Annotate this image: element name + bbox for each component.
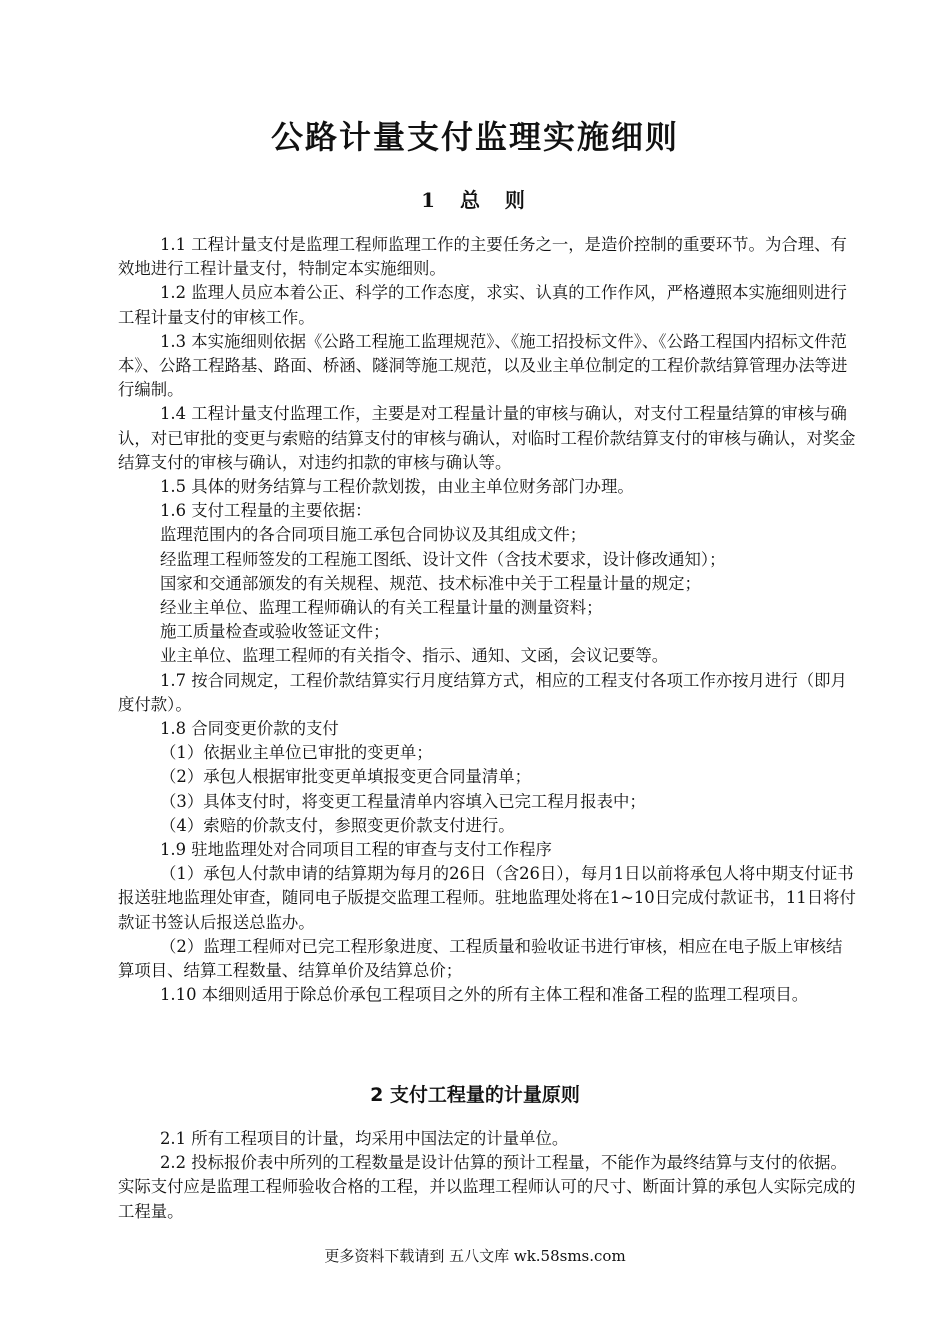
procedure-item-1: （1）承包人付款申请的结算期为每月的26日（含26日），每月1日以前将承包人将中期支付证书报送驻地监理处审查，随同电子版提交监理工程师。驻地监理处将在1~10日完成付款证书，11日将付款证书签认后报送总监办。 <box>118 864 856 932</box>
change-item-2: （2）承包人根据审批变更单填报变更合同量清单； <box>160 767 532 787</box>
basis-item-1: 监理范围内的各合同项目施工承包合同协议及其组成文件； <box>160 525 587 545</box>
basis-item-3: 国家和交通部颁发的有关规程、规范、技术标准中关于工程量计量的规定； <box>160 573 701 593</box>
paragraph-1-3: 1.3 本实施细则依据《公路工程施工监理规范》、《施工招投标文件》、《公路工程国内招标文件范本》、公路工程路基、路面、桥涵、隧洞等施工规范，以及业主单位制定的工程价款结算管理办法等进行编制。 <box>118 331 848 400</box>
paragraph-1-10: 1.10 本细则适用于除总价承包工程项目之外的所有主体工程和准备工程的监理工程项目。 <box>160 985 809 1005</box>
paragraph-1-1: 1.1 工程计量支付是监理工程师监理工作的主要任务之一，是造价控制的重要环节。为合理、有效地进行工程计量支付，特制定本实施细则。 <box>118 235 847 279</box>
basis-item-5: 施工质量检查或验收签证文件； <box>160 622 390 642</box>
change-item-1: （1）依据业主单位已审批的变更单； <box>160 743 433 763</box>
paragraph-2-1: 2.1 所有工程项目的计量，均采用中国法定的计量单位。 <box>160 1129 569 1148</box>
section-2-heading: 2 支付工程量的计量原则 <box>370 1084 580 1106</box>
paragraph-1-5: 1.5 具体的财务结算与工程价款划拨，由业主单位财务部门办理。 <box>160 477 634 497</box>
basis-item-6: 业主单位、监理工程师的有关指令、指示、通知、文函，会议记要等。 <box>160 646 669 666</box>
paragraph-1-8: 1.8 合同变更价款的支付 <box>160 719 339 739</box>
paragraph-1-9: 1.9 驻地监理处对合同项目工程的审查与支付工作程序 <box>160 840 552 860</box>
section-1-body <box>118 233 858 1008</box>
procedure-item-2: （2）监理工程师对已完工程形象进度、工程质量和验收证书进行审核，相应在电子版上审核结算项目、结算工程数量、结算单价及结算总价； <box>118 936 843 981</box>
section-1-heading: 1 总 则 <box>421 188 529 212</box>
document-title: 公路计量支付监理实施细则 <box>270 118 679 156</box>
basis-item-2: 经监理工程师签发的工程施工图纸、设计文件（含技术要求，设计修改通知）； <box>160 549 726 569</box>
footer-note: 更多资料下载请到 五八文库 wk.58sms.com <box>324 1247 626 1265</box>
paragraph-2-2: 2.2 投标报价表中所列的工程数量是设计估算的预计工程量，不能作为最终结算与支付的依据。实际支付应是监理工程师验收合格的工程，并以监理工程师认可的尺寸、断面计算的承包人实际完成的工程量。 <box>118 1153 856 1221</box>
basis-item-4: 经业主单位、监理工程师确认的有关工程量计量的测量资料； <box>160 598 603 618</box>
paragraph-1-6: 1.6 支付工程量的主要依据： <box>160 501 372 521</box>
paragraph-1-7: 1.7 按合同规定，工程价款结算实行月度结算方式，相应的工程支付各项工作亦按月进行（即月度付款）。 <box>118 670 847 714</box>
paragraph-1-4: 1.4 工程计量支付监理工作，主要是对工程量计量的审核与确认，对支付工程量结算的审核与确认，对已审批的变更与索赔的结算支付的审核与确认，对临时工程价款结算支付的审核与确认，对奖金结算支付的审核与确认，对违约扣款的审核与确认等。 <box>118 404 856 472</box>
change-item-4: （4）索赔的价款支付，参照变更价款支付进行。 <box>160 815 515 835</box>
change-item-3: （3）具体支付时，将变更工程量清单内容填入已完工程月报表中； <box>160 791 646 811</box>
section-2-body <box>118 1127 858 1224</box>
paragraph-1-2: 1.2 监理人员应本着公正、科学的工作态度，求实、认真的工作作风，严格遵照本实施细则进行工程计量支付的审核工作。 <box>118 283 847 327</box>
